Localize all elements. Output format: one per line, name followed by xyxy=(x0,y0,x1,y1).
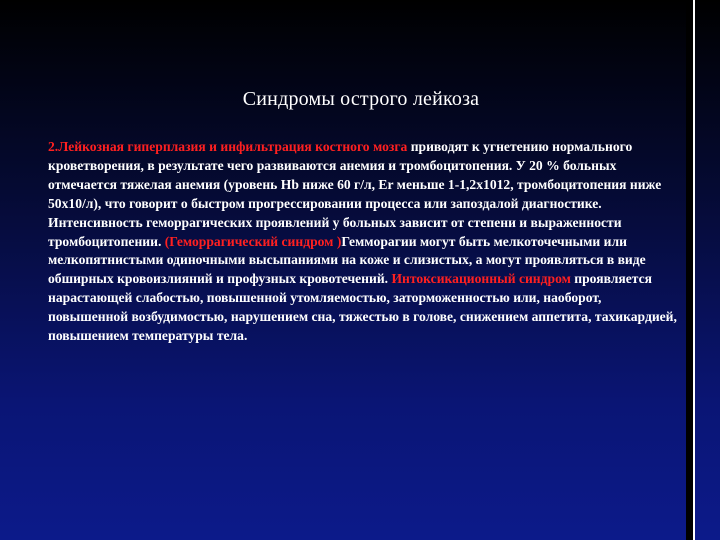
text-hyperplasia-description: приводят к угнетению нормального кроветворения, в результате чего развиваются анемия и тромбоцитопения. У 20 % больных отмечается тяжелая анемия (уровень Hb ниже 60 г/л, Er меньше 1-1,2х1012, тромбоцитопения ниже 50х10/л), что говорит о быстром прогрессировании процесса или запоздалой диагностике. Интенсивность геморрагических проявлений у больных зависит от степени и выраженности тромбоцитопении. xyxy=(48,139,662,249)
heading-leukemic-hyperplasia: 2.Лейкозная гиперплазия и инфильтрация костного мозга xyxy=(48,139,411,154)
right-border-edge xyxy=(695,0,720,540)
heading-hemorrhagic-syndrome: (Геморрагический синдром ) xyxy=(161,233,342,249)
body-paragraph xyxy=(48,138,680,346)
text-hemorrhagic-description: Геммoрагии могут быть мелкоточечными или мелкопятнистыми одиночными высыпаниями на коже и слизистых, а могут проявляться в виде обширных кровоизлияний и профузных кровотечений. xyxy=(48,233,646,287)
text-intoxication-description: проявляется нарастающей слабостью, повышенной утомляемостью, заторможенностью или, наоборот, повышенной возбудимостью, нарушением сна, тяжестью в голове, снижением аппетита, тахикардией, повышением температуры тела. xyxy=(48,271,677,344)
heading-intoxication-syndrome: Интоксикационный синдром xyxy=(391,271,575,287)
slide-title: Синдромы острого лейкоза xyxy=(242,88,480,110)
